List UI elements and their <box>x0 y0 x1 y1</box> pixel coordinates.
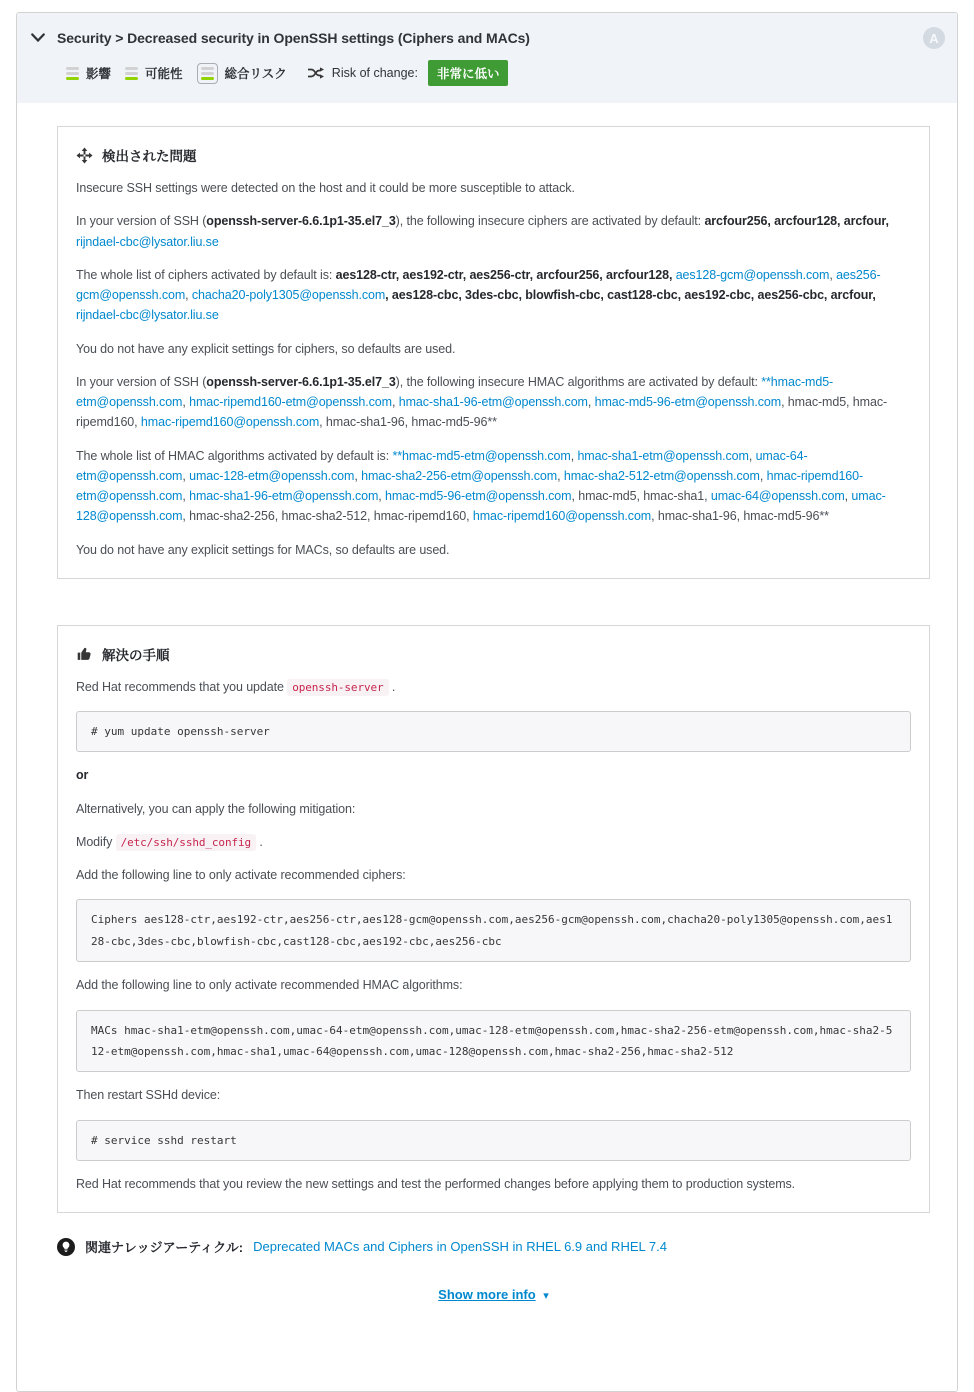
paragraph: Alternatively, you can apply the following mitigation: <box>76 801 356 816</box>
rule-meta-row <box>66 60 941 86</box>
impact-label: 影響 <box>86 67 112 81</box>
text-segment: The whole list of ciphers activated by default is: <box>76 267 336 282</box>
inline-link[interactable]: aes128-gcm@openssh.com <box>675 267 830 282</box>
code-block-macs: MACs hmac-sha1-etm@openssh.com,umac-64-etm@openssh.com,umac-128-etm@openssh.com,hmac-sha2-256-etm@openssh.com,hmac-sha2-512-etm@openssh.com,hmac-sha1,umac-64@openssh.com,umac-128@openssh.com,hmac-sha2-256,hmac-sha2-512 <box>76 1010 911 1073</box>
inline-link[interactable]: rijndael-cbc@lysator.liu.se <box>76 308 219 323</box>
caret-down-icon: ▾ <box>543 1290 549 1303</box>
resolution-title: 解決の手順 <box>102 647 170 663</box>
paragraph <box>76 265 911 326</box>
paragraph: Add the following line to only activate recommended HMAC algorithms: <box>76 978 463 993</box>
text-segment: , hmac-sha2-256, hmac-sha2-512, hmac-ripemd160, <box>182 509 473 524</box>
total-risk-label: 総合リスク <box>224 67 287 81</box>
text-segment: , <box>557 468 564 483</box>
text-segment: , <box>378 489 386 503</box>
text-segment: aes128-ctr, aes192-ctr, aes256-ctr, arcfour256, arcfour128, <box>335 267 673 282</box>
likelihood-meter-icon <box>125 67 138 80</box>
text-segment: In your version of SSH ( <box>76 374 207 389</box>
paragraph: Add the following line to only activate recommended ciphers: <box>76 868 406 883</box>
knowledge-article-row <box>57 1237 930 1256</box>
paragraph: Insecure SSH settings were detected on the host and it could be more susceptible to attack. <box>76 181 575 195</box>
code-block-ciphers: Ciphers aes128-ctr,aes192-ctr,aes256-ctr,aes128-gcm@openssh.com,aes256-gcm@openssh.com,chacha20-poly1305@openssh.com,aes128-cbc,3des-cbc,blowfish-cbc,cast128-cbc,aes192-cbc,aes256-cbc <box>76 899 911 962</box>
show-more-link[interactable] <box>438 1287 549 1302</box>
risk-of-change-badge: 非常に低い <box>428 60 509 86</box>
risk-of-change-shuffle-icon <box>307 67 324 79</box>
impact-meter-icon <box>66 67 79 80</box>
text-segment: , <box>587 395 595 409</box>
total-risk-meter-box <box>197 63 218 84</box>
text-segment: , <box>185 288 192 302</box>
chevron-down-icon[interactable] <box>31 33 45 43</box>
paragraph: You do not have any explicit settings for MACs, so defaults are used. <box>76 542 450 557</box>
text-segment: Modify <box>76 834 116 849</box>
inline-link[interactable]: hmac-sha2-256-etm@openssh.com <box>361 468 558 483</box>
detected-issues-title: 検出された問題 <box>102 149 197 164</box>
code-block-restart: # service sshd restart <box>76 1120 911 1161</box>
inline-link[interactable]: hmac-md5-96-etm@openssh.com <box>594 395 782 409</box>
text-segment: , hmac-sha1-96, hmac-md5-96** <box>651 509 829 524</box>
text-segment: , <box>182 489 190 503</box>
inline-link[interactable]: umac-128@openssh.com <box>76 489 886 524</box>
likelihood-label: 可能性 <box>145 67 183 81</box>
rule-body <box>17 103 957 1334</box>
inline-link[interactable]: **hmac-md5-etm@openssh.com <box>392 448 571 463</box>
text-segment: , hmac-sha1-96, hmac-md5-96** <box>319 415 497 430</box>
inline-link[interactable]: hmac-ripemd160-etm@openssh.com <box>189 395 392 409</box>
ansible-letter: A <box>929 30 939 46</box>
paragraph <box>76 211 911 252</box>
lightbulb-icon <box>57 1238 75 1256</box>
text-segment: In your version of SSH ( <box>76 214 207 229</box>
inline-link[interactable]: hmac-md5-96-etm@openssh.com <box>385 489 572 503</box>
text-segment: , <box>748 448 756 463</box>
text-segment: The whole list of HMAC algorithms activated by default is: <box>76 448 393 463</box>
inline-link[interactable]: hmac-ripemd160@openssh.com <box>140 415 320 430</box>
inline-code: /etc/ssh/sshd_config <box>116 834 256 851</box>
inline-link[interactable]: hmac-ripemd160-etm@openssh.com <box>76 468 864 503</box>
inline-code: openssh-server <box>287 679 388 696</box>
inline-link[interactable]: umac-64-etm@openssh.com <box>76 448 808 483</box>
ansible-icon <box>923 27 945 49</box>
detected-issues-card <box>57 126 930 579</box>
resolution-heading <box>76 644 911 664</box>
text-segment: . <box>388 679 396 694</box>
text-segment: openssh-server-6.6.1p1-35.el7_3 <box>206 214 396 229</box>
detected-issues-heading <box>76 145 911 165</box>
inline-link[interactable]: hmac-ripemd160@openssh.com <box>472 509 652 524</box>
paragraph <box>76 446 911 527</box>
text-segment: Red Hat recommends that you update <box>76 679 288 694</box>
text-segment: ), the following insecure HMAC algorithms are activated by default: <box>395 374 762 389</box>
text-segment: openssh-server-6.6.1p1-35.el7_3 <box>206 374 396 389</box>
show-more-container <box>57 1286 930 1304</box>
resolution-card <box>57 625 930 1214</box>
inline-link[interactable]: aes256-gcm@openssh.com <box>76 267 881 302</box>
paragraph: Red Hat recommends that you review the new settings and test the performed changes before applying them to production systems. <box>76 1177 796 1192</box>
thumbs-up-icon <box>76 645 93 662</box>
text-segment: , <box>759 468 767 483</box>
text-segment: , <box>844 489 852 503</box>
inline-link[interactable]: rijndael-cbc@lysator.liu.se <box>76 234 219 249</box>
inline-link[interactable]: umac-64@openssh.com <box>710 489 845 503</box>
text-segment: , <box>391 395 399 409</box>
text-segment: ), the following insecure ciphers are activated by default: <box>395 214 705 229</box>
rule-header <box>17 13 957 103</box>
text-segment: , hmac-md5, hmac-ripemd160, <box>76 395 888 430</box>
paragraph <box>76 832 911 852</box>
inline-link[interactable]: hmac-sha1-96-etm@openssh.com <box>189 489 379 503</box>
paragraph: Then restart SSHd device: <box>76 1088 221 1103</box>
text-segment: , <box>182 395 190 409</box>
paragraph <box>76 677 911 697</box>
rule-title: Security > Decreased security in OpenSSH settings (Ciphers and MACs) <box>57 30 530 46</box>
rule-expandable-card <box>16 12 958 1392</box>
text-segment: , <box>570 448 578 463</box>
paragraph: or <box>76 768 89 783</box>
inline-link[interactable]: umac-128-etm@openssh.com <box>189 468 355 483</box>
inline-link[interactable]: chacha20-poly1305@openssh.com <box>191 288 386 302</box>
text-segment: , aes128-cbc, 3des-cbc, blowfish-cbc, cast128-cbc, aes192-cbc, aes256-cbc, arcfour, <box>385 288 876 302</box>
total-risk-meter-icon <box>201 67 214 80</box>
paragraph <box>76 372 911 433</box>
crosshair-icon <box>76 147 93 164</box>
text-segment: , <box>182 468 190 483</box>
text-segment: . <box>256 834 263 849</box>
inline-link[interactable]: hmac-sha1-etm@openssh.com <box>577 448 749 463</box>
risk-of-change-label: Risk of change: <box>331 66 418 80</box>
code-block-yum-update: # yum update openssh-server <box>76 711 911 752</box>
text-segment: arcfour256, arcfour128, arcfour, <box>704 214 889 229</box>
inline-link[interactable]: hmac-sha2-512-etm@openssh.com <box>563 468 760 483</box>
rule-header-top <box>31 30 941 46</box>
show-more-label: Show more info <box>438 1287 536 1303</box>
paragraph: You do not have any explicit settings for ciphers, so defaults are used. <box>76 341 456 356</box>
knowledge-article-link[interactable]: Deprecated MACs and Ciphers in OpenSSH in RHEL 6.9 and RHEL 7.4 <box>253 1239 667 1255</box>
text-segment: , hmac-md5, hmac-sha1, <box>571 489 711 503</box>
knowledge-article-label: 関連ナレッジアーティクル: <box>85 1240 244 1256</box>
inline-link[interactable]: hmac-sha1-96-etm@openssh.com <box>398 395 588 409</box>
inline-link[interactable]: **hmac-md5-etm@openssh.com <box>76 374 834 409</box>
text-segment: , <box>829 267 837 282</box>
text-segment: , <box>354 468 362 483</box>
